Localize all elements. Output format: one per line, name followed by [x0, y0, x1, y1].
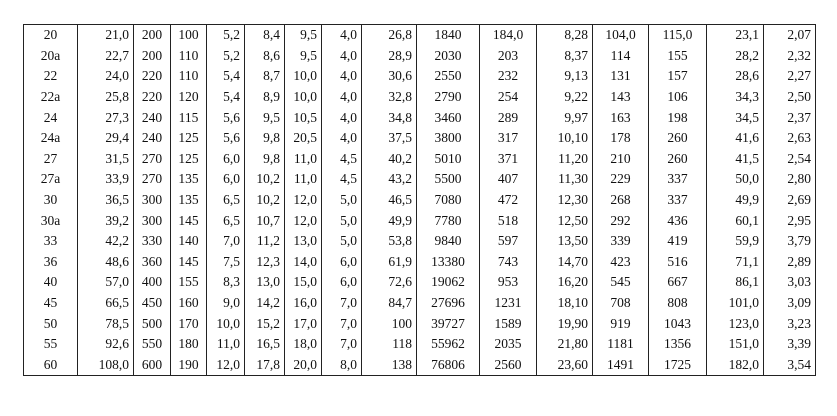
row-label-cell: 27a: [24, 169, 78, 190]
table-cell: 43,2: [362, 169, 417, 190]
table-cell: 17,0: [285, 313, 322, 334]
table-cell: 106: [649, 87, 707, 108]
table-cell: 5,2: [207, 25, 245, 46]
table-cell: 19062: [417, 272, 480, 293]
table-cell: 32,8: [362, 87, 417, 108]
table-cell: 232: [480, 66, 537, 87]
table-cell: 33,9: [78, 169, 134, 190]
table-cell: 61,9: [362, 252, 417, 273]
table-cell: 84,7: [362, 293, 417, 314]
table-cell: 500: [134, 313, 171, 334]
table-cell: 436: [649, 210, 707, 231]
table-cell: 12,0: [207, 355, 245, 376]
table-cell: 100: [362, 313, 417, 334]
row-label-cell: 20: [24, 25, 78, 46]
table-cell: 145: [171, 252, 207, 273]
table-cell: 9,97: [537, 107, 593, 128]
table-cell: 516: [649, 252, 707, 273]
data-table-container: [23, 24, 815, 376]
table-cell: 15,2: [245, 313, 285, 334]
table-cell: 7,0: [207, 231, 245, 252]
table-body: [24, 25, 816, 376]
table-cell: 400: [134, 272, 171, 293]
table-cell: 5,0: [322, 190, 362, 211]
table-cell: 10,2: [245, 169, 285, 190]
table-cell: 138: [362, 355, 417, 376]
table-cell: 39,2: [78, 210, 134, 231]
row-label-cell: 22a: [24, 87, 78, 108]
table-cell: 13,50: [537, 231, 593, 252]
table-cell: 1840: [417, 25, 480, 46]
table-cell: 8,6: [245, 46, 285, 67]
table-cell: 667: [649, 272, 707, 293]
table-cell: 8,4: [245, 25, 285, 46]
table-cell: 317: [480, 128, 537, 149]
table-cell: 3800: [417, 128, 480, 149]
table-cell: 42,2: [78, 231, 134, 252]
table-cell: 5,0: [322, 210, 362, 231]
table-cell: 11,20: [537, 149, 593, 170]
table-cell: 200: [134, 46, 171, 67]
table-cell: 110: [171, 46, 207, 67]
table-cell: 24,0: [78, 66, 134, 87]
table-cell: 2,37: [764, 107, 816, 128]
table-cell: 160: [171, 293, 207, 314]
table-cell: 6,0: [207, 149, 245, 170]
table-cell: 600: [134, 355, 171, 376]
table-cell: 20,5: [285, 128, 322, 149]
table-row: [24, 272, 816, 293]
table-cell: 6,0: [207, 169, 245, 190]
table-cell: 12,0: [285, 190, 322, 211]
table-cell: 59,9: [707, 231, 764, 252]
table-cell: 60,1: [707, 210, 764, 231]
table-cell: 49,9: [707, 190, 764, 211]
table-cell: 7,0: [322, 293, 362, 314]
table-cell: 8,3: [207, 272, 245, 293]
table-cell: 268: [593, 190, 649, 211]
table-cell: 300: [134, 190, 171, 211]
table-cell: 210: [593, 149, 649, 170]
table-cell: 8,7: [245, 66, 285, 87]
table-cell: 50,0: [707, 169, 764, 190]
row-label-cell: 36: [24, 252, 78, 273]
table-cell: 34,3: [707, 87, 764, 108]
table-cell: 300: [134, 210, 171, 231]
table-cell: 2,69: [764, 190, 816, 211]
table-cell: 115,0: [649, 25, 707, 46]
table-cell: 6,0: [322, 272, 362, 293]
table-cell: 23,60: [537, 355, 593, 376]
table-cell: 22,7: [78, 46, 134, 67]
table-cell: 10,5: [285, 107, 322, 128]
table-cell: 9,22: [537, 87, 593, 108]
row-label-cell: 30a: [24, 210, 78, 231]
table-cell: 10,0: [285, 66, 322, 87]
table-cell: 220: [134, 66, 171, 87]
table-cell: 9,8: [245, 149, 285, 170]
row-label-cell: 60: [24, 355, 78, 376]
table-cell: 21,0: [78, 25, 134, 46]
table-cell: 34,5: [707, 107, 764, 128]
row-label-cell: 27: [24, 149, 78, 170]
table-cell: 104,0: [593, 25, 649, 46]
table-cell: 190: [171, 355, 207, 376]
table-cell: 16,5: [245, 334, 285, 355]
table-cell: 10,0: [285, 87, 322, 108]
table-cell: 29,4: [78, 128, 134, 149]
table-row: [24, 25, 816, 46]
table-cell: 1491: [593, 355, 649, 376]
table-cell: 182,0: [707, 355, 764, 376]
table-cell: 155: [649, 46, 707, 67]
table-cell: 11,2: [245, 231, 285, 252]
table-cell: 5010: [417, 149, 480, 170]
table-cell: 8,0: [322, 355, 362, 376]
table-cell: 7080: [417, 190, 480, 211]
table-cell: 7780: [417, 210, 480, 231]
table-cell: 66,5: [78, 293, 134, 314]
table-cell: 4,0: [322, 25, 362, 46]
table-cell: 8,9: [245, 87, 285, 108]
table-cell: 5,6: [207, 107, 245, 128]
table-cell: 92,6: [78, 334, 134, 355]
table-cell: 6,5: [207, 190, 245, 211]
table-cell: 3,39: [764, 334, 816, 355]
row-label-cell: 40: [24, 272, 78, 293]
table-cell: 10,2: [245, 190, 285, 211]
table-cell: 12,0: [285, 210, 322, 231]
row-label-cell: 22: [24, 66, 78, 87]
table-cell: 1356: [649, 334, 707, 355]
table-cell: 16,0: [285, 293, 322, 314]
table-cell: 2,27: [764, 66, 816, 87]
table-cell: 2790: [417, 87, 480, 108]
table-cell: 14,2: [245, 293, 285, 314]
table-cell: 360: [134, 252, 171, 273]
table-cell: 26,8: [362, 25, 417, 46]
table-cell: 120: [171, 87, 207, 108]
table-cell: 131: [593, 66, 649, 87]
table-cell: 13,0: [245, 272, 285, 293]
table-cell: 423: [593, 252, 649, 273]
table-cell: 743: [480, 252, 537, 273]
table-cell: 114: [593, 46, 649, 67]
table-cell: 254: [480, 87, 537, 108]
table-cell: 28,6: [707, 66, 764, 87]
table-cell: 4,0: [322, 128, 362, 149]
table-cell: 41,6: [707, 128, 764, 149]
table-cell: 1231: [480, 293, 537, 314]
table-cell: 5,6: [207, 128, 245, 149]
table-cell: 2,89: [764, 252, 816, 273]
table-cell: 4,0: [322, 46, 362, 67]
table-cell: 34,8: [362, 107, 417, 128]
table-cell: 76806: [417, 355, 480, 376]
table-cell: 270: [134, 169, 171, 190]
table-row: [24, 231, 816, 252]
table-cell: 2035: [480, 334, 537, 355]
table-cell: 545: [593, 272, 649, 293]
table-cell: 198: [649, 107, 707, 128]
table-cell: 518: [480, 210, 537, 231]
table-cell: 108,0: [78, 355, 134, 376]
table-cell: 4,0: [322, 107, 362, 128]
table-cell: 101,0: [707, 293, 764, 314]
table-row: [24, 334, 816, 355]
table-cell: 9,5: [285, 25, 322, 46]
table-cell: 16,20: [537, 272, 593, 293]
table-cell: 5500: [417, 169, 480, 190]
table-cell: 20,0: [285, 355, 322, 376]
table-row: [24, 128, 816, 149]
table-cell: 240: [134, 107, 171, 128]
table-cell: 57,0: [78, 272, 134, 293]
table-cell: 220: [134, 87, 171, 108]
table-cell: 15,0: [285, 272, 322, 293]
row-label-cell: 20a: [24, 46, 78, 67]
table-cell: 27696: [417, 293, 480, 314]
table-cell: 40,2: [362, 149, 417, 170]
table-cell: 1725: [649, 355, 707, 376]
table-cell: 71,1: [707, 252, 764, 273]
table-cell: 78,5: [78, 313, 134, 334]
table-cell: 6,5: [207, 210, 245, 231]
table-cell: 270: [134, 149, 171, 170]
table-cell: 12,50: [537, 210, 593, 231]
table-cell: 1589: [480, 313, 537, 334]
table-cell: 151,0: [707, 334, 764, 355]
table-cell: 5,4: [207, 87, 245, 108]
table-cell: 14,0: [285, 252, 322, 273]
table-row: [24, 66, 816, 87]
table-row: [24, 107, 816, 128]
row-label-cell: 45: [24, 293, 78, 314]
table-cell: 135: [171, 190, 207, 211]
row-label-cell: 50: [24, 313, 78, 334]
table-cell: 143: [593, 87, 649, 108]
table-cell: 3460: [417, 107, 480, 128]
table-cell: 7,5: [207, 252, 245, 273]
table-cell: 53,8: [362, 231, 417, 252]
table-cell: 4,0: [322, 66, 362, 87]
table-cell: 337: [649, 169, 707, 190]
table-cell: 30,6: [362, 66, 417, 87]
table-cell: 41,5: [707, 149, 764, 170]
table-cell: 25,8: [78, 87, 134, 108]
table-cell: 200: [134, 25, 171, 46]
table-cell: 125: [171, 128, 207, 149]
table-row: [24, 190, 816, 211]
table-cell: 2,95: [764, 210, 816, 231]
table-cell: 10,10: [537, 128, 593, 149]
table-cell: 2,63: [764, 128, 816, 149]
table-cell: 46,5: [362, 190, 417, 211]
table-cell: 9,0: [207, 293, 245, 314]
table-cell: 19,90: [537, 313, 593, 334]
table-cell: 5,4: [207, 66, 245, 87]
table-cell: 184,0: [480, 25, 537, 46]
table-cell: 48,6: [78, 252, 134, 273]
table-cell: 229: [593, 169, 649, 190]
table-cell: 28,2: [707, 46, 764, 67]
table-cell: 12,30: [537, 190, 593, 211]
table-cell: 180: [171, 334, 207, 355]
row-label-cell: 33: [24, 231, 78, 252]
table-cell: 419: [649, 231, 707, 252]
table-cell: 7,0: [322, 334, 362, 355]
table-cell: 27,3: [78, 107, 134, 128]
table-cell: 13,0: [285, 231, 322, 252]
table-cell: 157: [649, 66, 707, 87]
table-cell: 13380: [417, 252, 480, 273]
table-cell: 472: [480, 190, 537, 211]
table-cell: 6,0: [322, 252, 362, 273]
table-cell: 23,1: [707, 25, 764, 46]
table-cell: 953: [480, 272, 537, 293]
table-cell: 919: [593, 313, 649, 334]
table-cell: 550: [134, 334, 171, 355]
row-label-cell: 24: [24, 107, 78, 128]
table-cell: 2560: [480, 355, 537, 376]
table-cell: 28,9: [362, 46, 417, 67]
table-cell: 292: [593, 210, 649, 231]
table-cell: 86,1: [707, 272, 764, 293]
table-cell: 1181: [593, 334, 649, 355]
table-cell: 155: [171, 272, 207, 293]
table-cell: 2,50: [764, 87, 816, 108]
table-cell: 708: [593, 293, 649, 314]
table-cell: 203: [480, 46, 537, 67]
table-cell: 2,54: [764, 149, 816, 170]
row-label-cell: 30: [24, 190, 78, 211]
table-cell: 10,7: [245, 210, 285, 231]
table-cell: 115: [171, 107, 207, 128]
table-cell: 9,8: [245, 128, 285, 149]
table-row: [24, 210, 816, 231]
table-cell: 3,09: [764, 293, 816, 314]
table-cell: 339: [593, 231, 649, 252]
table-cell: 240: [134, 128, 171, 149]
table-cell: 2550: [417, 66, 480, 87]
table-cell: 31,5: [78, 149, 134, 170]
table-row: [24, 355, 816, 376]
table-cell: 337: [649, 190, 707, 211]
table-cell: 289: [480, 107, 537, 128]
table-cell: 21,80: [537, 334, 593, 355]
table-row: [24, 46, 816, 67]
table-cell: 9,5: [245, 107, 285, 128]
table-cell: 10,0: [207, 313, 245, 334]
table-cell: 260: [649, 128, 707, 149]
table-cell: 178: [593, 128, 649, 149]
table-cell: 2,32: [764, 46, 816, 67]
table-cell: 36,5: [78, 190, 134, 211]
table-cell: 8,37: [537, 46, 593, 67]
table-cell: 4,5: [322, 169, 362, 190]
table-cell: 140: [171, 231, 207, 252]
data-table: [23, 24, 816, 376]
table-cell: 2,80: [764, 169, 816, 190]
table-cell: 597: [480, 231, 537, 252]
table-cell: 170: [171, 313, 207, 334]
table-cell: 9840: [417, 231, 480, 252]
table-cell: 14,70: [537, 252, 593, 273]
table-cell: 1043: [649, 313, 707, 334]
table-cell: 3,54: [764, 355, 816, 376]
table-cell: 9,5: [285, 46, 322, 67]
table-row: [24, 149, 816, 170]
table-cell: 163: [593, 107, 649, 128]
table-row: [24, 313, 816, 334]
table-cell: 37,5: [362, 128, 417, 149]
table-cell: 145: [171, 210, 207, 231]
table-cell: 11,30: [537, 169, 593, 190]
table-cell: 18,10: [537, 293, 593, 314]
table-cell: 9,13: [537, 66, 593, 87]
table-cell: 11,0: [285, 169, 322, 190]
table-cell: 18,0: [285, 334, 322, 355]
table-cell: 3,79: [764, 231, 816, 252]
table-row: [24, 169, 816, 190]
table-cell: 4,0: [322, 87, 362, 108]
table-cell: 110: [171, 66, 207, 87]
table-cell: 450: [134, 293, 171, 314]
table-cell: 330: [134, 231, 171, 252]
table-cell: 407: [480, 169, 537, 190]
row-label-cell: 24a: [24, 128, 78, 149]
table-cell: 125: [171, 149, 207, 170]
table-cell: 2030: [417, 46, 480, 67]
table-cell: 123,0: [707, 313, 764, 334]
table-cell: 49,9: [362, 210, 417, 231]
table-cell: 17,8: [245, 355, 285, 376]
table-cell: 2,07: [764, 25, 816, 46]
table-cell: 8,28: [537, 25, 593, 46]
table-cell: 118: [362, 334, 417, 355]
table-cell: 371: [480, 149, 537, 170]
table-cell: 3,23: [764, 313, 816, 334]
table-cell: 100: [171, 25, 207, 46]
table-cell: 5,0: [322, 231, 362, 252]
table-cell: 72,6: [362, 272, 417, 293]
table-cell: 5,2: [207, 46, 245, 67]
table-cell: 7,0: [322, 313, 362, 334]
table-cell: 808: [649, 293, 707, 314]
table-row: [24, 87, 816, 108]
table-row: [24, 293, 816, 314]
table-row: [24, 252, 816, 273]
table-cell: 12,3: [245, 252, 285, 273]
table-cell: 135: [171, 169, 207, 190]
row-label-cell: 55: [24, 334, 78, 355]
table-cell: 39727: [417, 313, 480, 334]
table-cell: 4,5: [322, 149, 362, 170]
table-cell: 11,0: [285, 149, 322, 170]
table-cell: 11,0: [207, 334, 245, 355]
table-cell: 55962: [417, 334, 480, 355]
table-cell: 260: [649, 149, 707, 170]
table-cell: 3,03: [764, 272, 816, 293]
